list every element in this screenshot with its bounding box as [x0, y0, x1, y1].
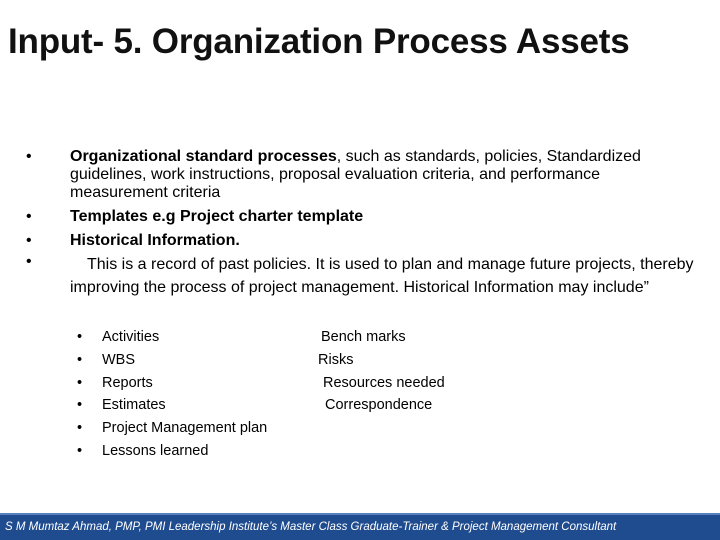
footer-bar — [0, 513, 720, 540]
bullet-marker: • — [77, 420, 83, 437]
list-item — [77, 394, 267, 417]
list-item-label: Correspondence — [325, 397, 433, 414]
list-item — [77, 349, 267, 372]
list-item-label: Project Management plan — [102, 420, 268, 437]
list-item-label: WBS — [102, 351, 136, 368]
list-item — [77, 440, 267, 463]
bullet-list — [26, 148, 696, 299]
list-item-label: Bench marks — [321, 329, 406, 345]
list-item-label: Estimates — [102, 397, 166, 414]
bullet-item-org-processes — [26, 148, 696, 202]
slide-title: Input- 5. Organization Process Assets — [8, 22, 630, 61]
bullet-marker: • — [77, 442, 83, 459]
bullet-marker: • — [26, 208, 32, 225]
sub-list-left — [77, 326, 267, 463]
bullet-text: This is a record of past policies. It is used to plan and manage future projects, thereby improving the process of project management. Historical Information may include” — [70, 256, 694, 296]
list-item-label: Activities — [102, 329, 160, 345]
bullet-bold-text: Templates e.g Project charter template — [70, 208, 364, 225]
list-item-label: Lessons learned — [102, 442, 209, 459]
list-item — [318, 372, 445, 395]
list-item-label: Reports — [102, 374, 153, 391]
bullet-text: , such as standards, policies, Standardized guidelines, work instructions, proposal evaluation criteria, and performance measurement criteria — [70, 148, 641, 201]
bullet-bold-text: Historical Information. — [70, 232, 240, 249]
bullet-item-record — [26, 253, 696, 299]
bullet-item-historical — [26, 232, 696, 250]
list-item — [77, 326, 267, 349]
list-item-label: Risks — [318, 351, 354, 368]
bullet-marker: • — [26, 148, 32, 165]
list-item — [318, 326, 445, 349]
footer-text: S M Mumtaz Ahmad, PMP, PMI Leadership Institute’s Master Class Graduate-Trainer & Project Management Consultant — [5, 521, 617, 533]
list-item — [77, 372, 267, 395]
bullet-marker: • — [26, 232, 32, 249]
list-item — [318, 349, 445, 372]
sub-list-right — [318, 326, 445, 417]
bullet-item-templates — [26, 208, 696, 226]
list-item — [318, 394, 445, 417]
bullet-marker: • — [77, 351, 83, 368]
bullet-marker: • — [26, 253, 32, 270]
bullet-marker: • — [77, 397, 83, 414]
bullet-bold-text: Organizational standard processes — [70, 148, 337, 165]
list-item-label: Resources needed — [323, 374, 445, 391]
bullet-marker: • — [77, 329, 83, 345]
list-item — [77, 417, 267, 440]
bullet-marker: • — [77, 374, 83, 391]
